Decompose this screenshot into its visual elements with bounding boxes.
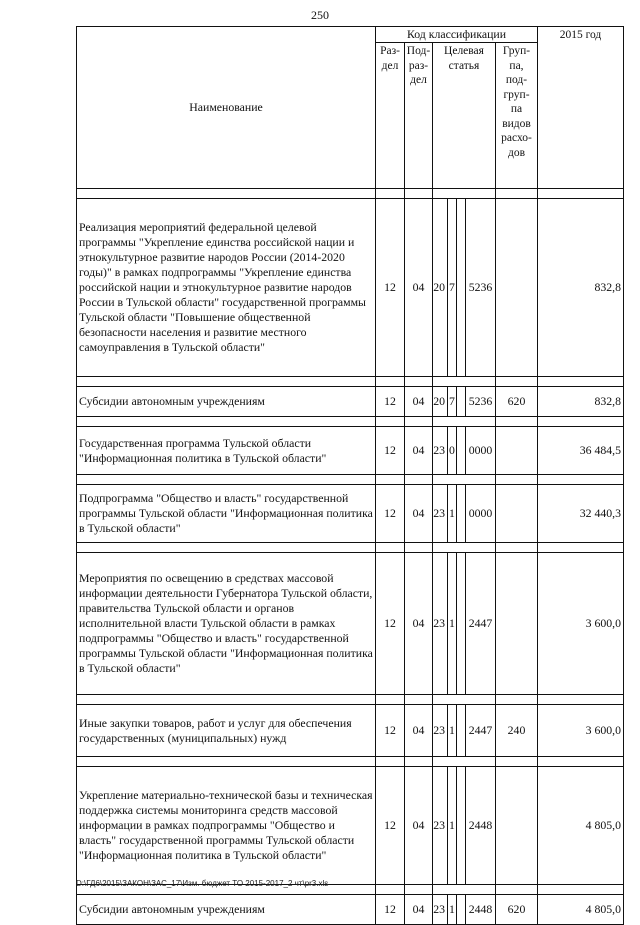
row-group: 620 — [496, 387, 538, 417]
row-spacer — [77, 475, 624, 485]
row-subsection: 04 — [405, 553, 433, 695]
row-subsection: 04 — [405, 387, 433, 417]
row-group — [496, 553, 538, 695]
row-name: Реализация мероприятий федеральной целевой программы "Укрепление единства российской нации и этнокультурное развитие народов России (2014-2020 годы)" в рамках подпрограммы "Укрепление единства российской нации и этнокультурное развитие народов России в Тульской области" государственной программы Тульской области "Повышение общественной безопасности населения и развитие местного самоуправления в Тульской области" — [77, 199, 376, 377]
row-spacer — [77, 189, 624, 199]
row-target-1: 23 — [433, 895, 448, 925]
row-section: 12 — [376, 387, 405, 417]
row-section: 12 — [376, 767, 405, 885]
page-number: 250 — [311, 8, 329, 22]
header-code-group: Код классификации — [376, 27, 538, 43]
row-target-4: 2447 — [466, 705, 496, 757]
row-target-2: 7 — [448, 199, 457, 377]
row-target-4: 5236 — [466, 387, 496, 417]
row-group: 240 — [496, 705, 538, 757]
row-spacer — [77, 377, 624, 387]
header-target: Целевая статья — [433, 43, 496, 189]
row-target-2: 1 — [448, 767, 457, 885]
row-subsection: 04 — [405, 199, 433, 377]
row-target-1: 23 — [433, 767, 448, 885]
row-target-2: 7 — [448, 387, 457, 417]
row-group — [496, 427, 538, 475]
row-spacer — [77, 757, 624, 767]
table-row — [77, 427, 624, 475]
row-name: Мероприятия по освещению в средствах массовой информации деятельности Губернатора Тульской области, правительства Тульской области и органов исполнительной власти Тульской области в рамках подпрограммы "Общество и власть" государственной программы Тульской области "Информационная политика в Тульской области" — [77, 553, 376, 695]
row-target-4: 2447 — [466, 553, 496, 695]
row-target-3 — [457, 553, 466, 695]
row-target-2: 1 — [448, 485, 457, 543]
table-row — [77, 767, 624, 885]
row-target-2: 1 — [448, 553, 457, 695]
row-section: 12 — [376, 553, 405, 695]
row-target-4: 2448 — [466, 895, 496, 925]
row-target-3 — [457, 427, 466, 475]
row-target-4: 0000 — [466, 485, 496, 543]
row-target-1: 20 — [433, 387, 448, 417]
header-group: Груп- па, под- груп- па видов расхо- дов — [496, 43, 538, 189]
table-row — [77, 895, 624, 925]
row-section: 12 — [376, 427, 405, 475]
table-row — [77, 387, 624, 417]
row-amount: 4 805,0 — [538, 767, 624, 885]
row-target-3 — [457, 705, 466, 757]
row-amount: 832,8 — [538, 199, 624, 377]
row-name: Субсидии автономным учреждениям — [77, 895, 376, 925]
header-subsection: Под- раз- дел — [405, 43, 433, 189]
header-year: 2015 год — [538, 27, 624, 189]
row-subsection: 04 — [405, 485, 433, 543]
row-amount: 3 600,0 — [538, 705, 624, 757]
row-target-1: 23 — [433, 553, 448, 695]
row-section: 12 — [376, 485, 405, 543]
row-name: Государственная программа Тульской области "Информационная политика в Тульской области" — [77, 427, 376, 475]
row-name: Субсидии автономным учреждениям — [77, 387, 376, 417]
row-group — [496, 485, 538, 543]
row-group — [496, 199, 538, 377]
row-spacer — [77, 417, 624, 427]
row-subsection: 04 — [405, 767, 433, 885]
row-spacer — [77, 543, 624, 553]
row-subsection: 04 — [405, 705, 433, 757]
row-name: Иные закупки товаров, работ и услуг для обеспечения государственных (муниципальных) нужд — [77, 705, 376, 757]
row-target-3 — [457, 767, 466, 885]
row-target-3 — [457, 387, 466, 417]
row-target-4: 0000 — [466, 427, 496, 475]
row-subsection: 04 — [405, 895, 433, 925]
table-row — [77, 705, 624, 757]
row-amount: 4 805,0 — [538, 895, 624, 925]
row-target-3 — [457, 895, 466, 925]
row-spacer — [77, 695, 624, 705]
row-target-3 — [457, 199, 466, 377]
file-path-footer: D:\ГД6\2015\ЗАКОН\ЗАС_17\Изм. бюджет ТО 2015-2017_2 чт\pr3.xls — [76, 879, 329, 888]
row-target-2: 1 — [448, 895, 457, 925]
row-target-4: 2448 — [466, 767, 496, 885]
row-section: 12 — [376, 895, 405, 925]
row-target-2: 0 — [448, 427, 457, 475]
table-row — [77, 553, 624, 695]
row-subsection: 04 — [405, 427, 433, 475]
row-amount: 3 600,0 — [538, 553, 624, 695]
budget-table — [76, 26, 624, 925]
row-target-1: 23 — [433, 427, 448, 475]
row-group: 620 — [496, 895, 538, 925]
row-target-1: 20 — [433, 199, 448, 377]
row-target-1: 23 — [433, 485, 448, 543]
header-name: Наименование — [77, 27, 376, 189]
row-section: 12 — [376, 199, 405, 377]
row-group — [496, 767, 538, 885]
table-row — [77, 199, 624, 377]
row-target-4: 5236 — [466, 199, 496, 377]
row-target-2: 1 — [448, 705, 457, 757]
header-section: Раз- дел — [376, 43, 405, 189]
row-amount: 36 484,5 — [538, 427, 624, 475]
row-amount: 32 440,3 — [538, 485, 624, 543]
row-amount: 832,8 — [538, 387, 624, 417]
table-row — [77, 485, 624, 543]
row-name: Укрепление материально-технической базы и техническая поддержка системы мониторинга средств массовой информации в рамках подпрограммы "Общество и власть" государственной программы Тульской области "Информационная политика в Тульской области" — [77, 767, 376, 885]
row-name: Подпрограмма "Общество и власть" государственной программы Тульской области "Информационная политика в Тульской области" — [77, 485, 376, 543]
row-target-1: 23 — [433, 705, 448, 757]
row-section: 12 — [376, 705, 405, 757]
row-target-3 — [457, 485, 466, 543]
